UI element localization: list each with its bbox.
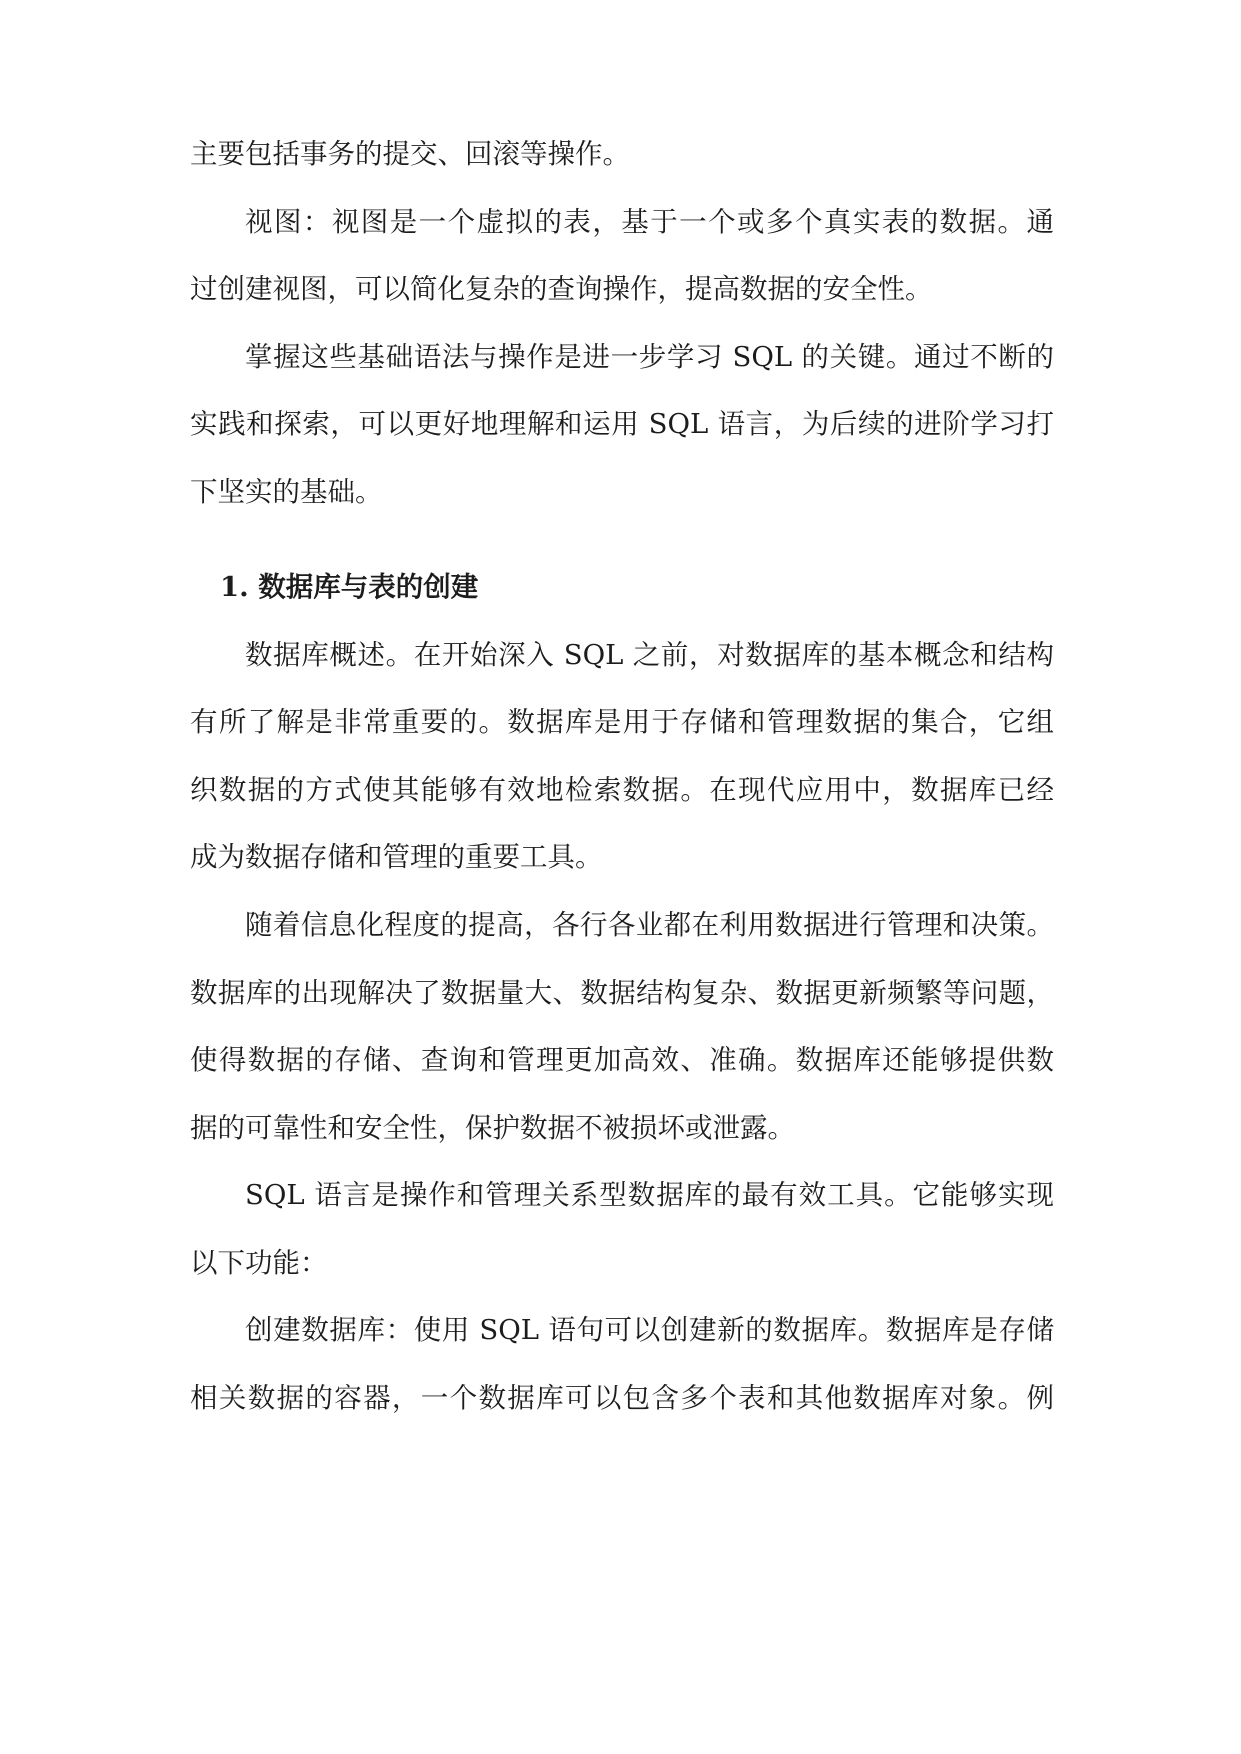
paragraph-database-overview xyxy=(190,622,1054,892)
text-line: 创建数据库：使用 SQL 语句可以创建新的数据库。数据库是存储 xyxy=(245,1314,1054,1347)
text-line: 过创建视图，可以简化复杂的查询操作，提高数据的安全性。 xyxy=(190,273,933,306)
paragraph-transaction-continuation xyxy=(190,121,1054,189)
paragraph-views xyxy=(190,189,1054,324)
text-line: 实践和探索，可以更好地理解和运用 SQL 语言，为后续的进阶学习打 xyxy=(190,408,1054,441)
text-line: 使得数据的存储、查询和管理更加高效、准确。数据库还能够提供数 xyxy=(190,1044,1054,1077)
text-line: 以下功能： xyxy=(190,1246,328,1279)
text-line: 主要包括事务的提交、回滚等操作。 xyxy=(190,138,630,170)
page-body xyxy=(190,121,1054,1433)
paragraph-sql-functions-intro xyxy=(190,1162,1054,1297)
text-line: 成为数据存储和管理的重要工具。 xyxy=(190,841,603,874)
text-line: SQL 语言是操作和管理关系型数据库的最有效工具。它能够实现 xyxy=(245,1179,1054,1212)
text-line: 掌握这些基础语法与操作是进一步学习 SQL 的关键。通过不断的 xyxy=(245,340,1054,373)
text-line: 织数据的方式使其能够有效地检索数据。在现代应用中，数据库已经 xyxy=(190,773,1054,806)
text-line: 视图：视图是一个虚拟的表，基于一个或多个真实表的数据。通 xyxy=(245,205,1054,238)
text-line: 有所了解是非常重要的。数据库是用于存储和管理数据的集合，它组 xyxy=(190,706,1054,739)
text-line: 相关数据的容器，一个数据库可以包含多个表和其他数据库对象。例 xyxy=(190,1382,1054,1415)
paragraph-create-database xyxy=(190,1297,1054,1432)
text-line: 数据库概述。在开始深入 SQL 之前，对数据库的基本概念和结构 xyxy=(245,638,1054,671)
paragraph-summary xyxy=(190,324,1054,527)
text-line: 数据库的出现解决了数据量大、数据结构复杂、数据更新频繁等问题， xyxy=(190,976,1054,1009)
section-heading: 1. 数据库与表的创建 xyxy=(220,570,479,603)
text-line: 据的可靠性和安全性，保护数据不被损坏或泄露。 xyxy=(190,1111,795,1144)
paragraph-informatization xyxy=(190,892,1054,1162)
text-line: 随着信息化程度的提高，各行各业都在利用数据进行管理和决策。 xyxy=(245,908,1054,941)
text-line: 下坚实的基础。 xyxy=(190,475,383,508)
